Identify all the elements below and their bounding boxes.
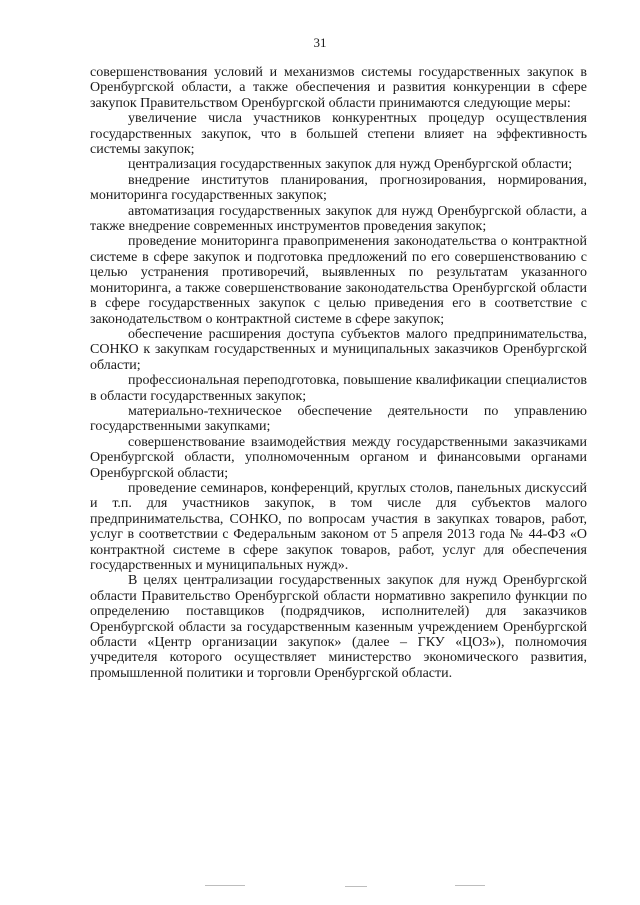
paragraph: увеличение числа участников конкурентных процедур осуществления государственных закупок, что в большей степени влияет на эффективность системы закупок; — [90, 111, 587, 158]
scan-mark — [345, 886, 367, 887]
paragraph: проведение семинаров, конференций, круглых столов, панельных дискуссий и т.п. для участников закупок, в том числе для субъектов малого предпринимательства, СОНКО, по вопросам участия в закупках товаров, работ, услуг в соответствии с Федеральным законом от 5 апреля 2013 года № 44-ФЗ «О контрактной системе в сфере закупок товаров, работ, услуг для обеспечения государственных и муниципальных нужд». — [90, 480, 587, 573]
paragraph: автоматизация государственных закупок для нужд Оренбургской области, а также внедрение современных инструментов проведения закупок; — [90, 203, 587, 235]
paragraph: совершенствование взаимодействия между государственными заказчиками Оренбургской области, уполномоченным органом и финансовыми органами Оренбургской области; — [90, 434, 587, 481]
scan-mark — [455, 885, 485, 886]
scan-artifacts — [0, 880, 640, 900]
paragraph: проведение мониторинга правоприменения законодательства о контрактной системе в сфере закупок и подготовка предложений по его совершенствованию с целью устранения противоречий, выявленных по результатам указанного мониторинга, а также совершенствование законодательства Оренбургской области в сфере государственных закупок с целью приведения его в соответствие с законодательством о контрактной системе в сфере закупок; — [90, 234, 587, 327]
paragraph: совершенствования условий и механизмов системы государственных закупок в Оренбургской области, а также обеспечения и развития конкуренции в сфере закупок Правительством Оренбургской области принимаются следующие меры: — [90, 65, 587, 111]
paragraph: материально-техническое обеспечение деятельности по управлению государственными закупками; — [90, 403, 587, 435]
paragraph: обеспечение расширения доступа субъектов малого предпринимательства, СОНКО к закупкам государственных и муниципальных заказчиков Оренбургской области; — [90, 326, 587, 373]
paragraph: централизация государственных закупок для нужд Оренбургской области; — [128, 157, 573, 173]
paragraph: профессиональная переподготовка, повышение квалификации специалистов в области государственных закупок; — [90, 373, 587, 404]
scan-mark — [205, 885, 245, 886]
paragraph: внедрение институтов планирования, прогнозирования, нормирования, мониторинга государственных закупок; — [90, 172, 587, 204]
document-body — [90, 65, 587, 681]
page-number: 31 — [313, 35, 327, 50]
paragraph: В целях централизации государственных закупок для нужд Оренбургской области Правительство Оренбургской области нормативно закрепило функции по определению поставщиков (подрядчиков, исполнителей) для заказчиков Оренбургской области за государственным казенным учреждением Оренбургской области «Центр организации закупок» (далее – ГКУ «ЦОЗ»), полномочия учредителя которого осуществляет министерство экономического развития, промышленной политики и торговли Оренбургской области. — [90, 573, 587, 681]
